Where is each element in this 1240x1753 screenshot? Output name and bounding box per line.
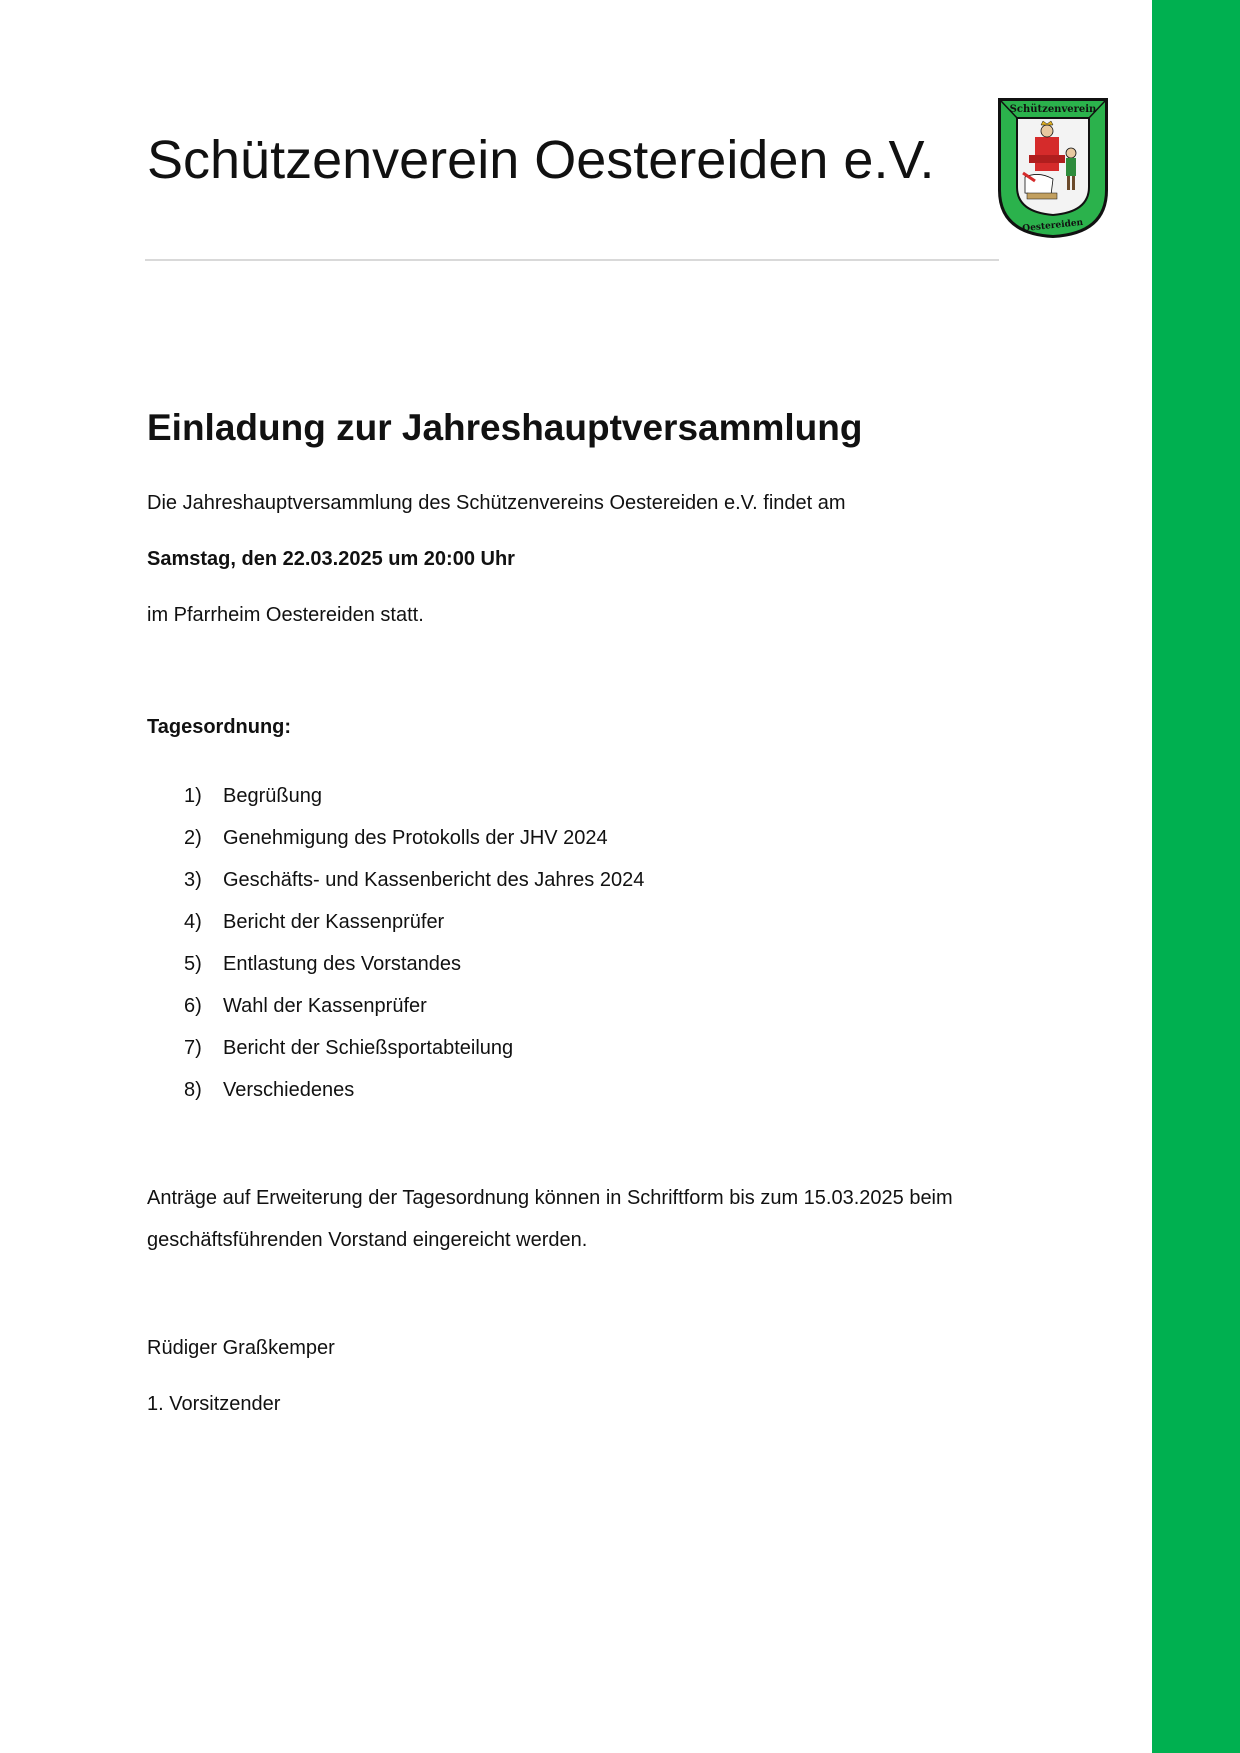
agenda-item-text: Begrüßung: [223, 785, 322, 807]
agenda-item: [184, 1076, 644, 1118]
agenda-item-number: 5): [184, 953, 202, 975]
agenda-item: [184, 824, 644, 866]
agenda-list: [184, 782, 644, 1118]
agenda-item-text: Entlastung des Vorstandes: [223, 953, 461, 975]
logo-top-text: Schützenverein: [1009, 104, 1097, 115]
motions-text-line-2: geschäftsführenden Vorstand eingereicht werden.: [147, 1229, 588, 1251]
agenda-item: [184, 950, 644, 992]
logo-bottom-text: Oestereiden: [1021, 217, 1084, 235]
agenda-item: [184, 866, 644, 908]
intro-text: Die Jahreshauptversammlung des Schützenvereins Oestereiden e.V. findet am: [147, 492, 846, 514]
agenda-item-number: 4): [184, 911, 202, 933]
agenda-item-text: Genehmigung des Protokolls der JHV 2024: [223, 827, 608, 849]
agenda-item-text: Verschiedenes: [223, 1079, 355, 1101]
header-divider: [145, 259, 999, 261]
signatory-role: 1. Vorsitzender: [147, 1393, 281, 1415]
organization-title: Schützenverein Oestereiden e.V.: [147, 130, 935, 190]
agenda-title: Tagesordnung:: [147, 716, 292, 738]
agenda-item-text: Geschäfts- und Kassenbericht des Jahres 2024: [223, 869, 645, 891]
agenda-item: [184, 908, 644, 950]
agenda-item: [184, 782, 644, 824]
agenda-item-number: 6): [184, 995, 202, 1017]
agenda-item-number: 1): [184, 785, 202, 807]
meeting-location: im Pfarrheim Oestereiden statt.: [147, 604, 424, 626]
club-crest-logo: [995, 95, 1111, 241]
green-side-bar: [1152, 0, 1240, 1753]
agenda-item-text: Bericht der Schießsportabteilung: [223, 1037, 514, 1059]
motions-text-line-1: Anträge auf Erweiterung der Tagesordnung können in Schriftform bis zum 15.03.2025 beim: [147, 1187, 953, 1209]
invitation-heading: Einladung zur Jahreshauptversammlung: [147, 407, 863, 448]
agenda-item-text: Bericht der Kassenprüfer: [223, 911, 445, 933]
meeting-date: Samstag, den 22.03.2025 um 20:00 Uhr: [147, 548, 515, 570]
agenda-item-number: 7): [184, 1037, 202, 1059]
agenda-item: [184, 992, 644, 1034]
agenda-item-text: Wahl der Kassenprüfer: [223, 995, 427, 1017]
agenda-item-number: 2): [184, 827, 202, 849]
agenda-item: [184, 1034, 644, 1076]
agenda-item-number: 3): [184, 869, 202, 891]
signatory-name: Rüdiger Graßkemper: [147, 1337, 335, 1359]
agenda-item-number: 8): [184, 1079, 202, 1101]
